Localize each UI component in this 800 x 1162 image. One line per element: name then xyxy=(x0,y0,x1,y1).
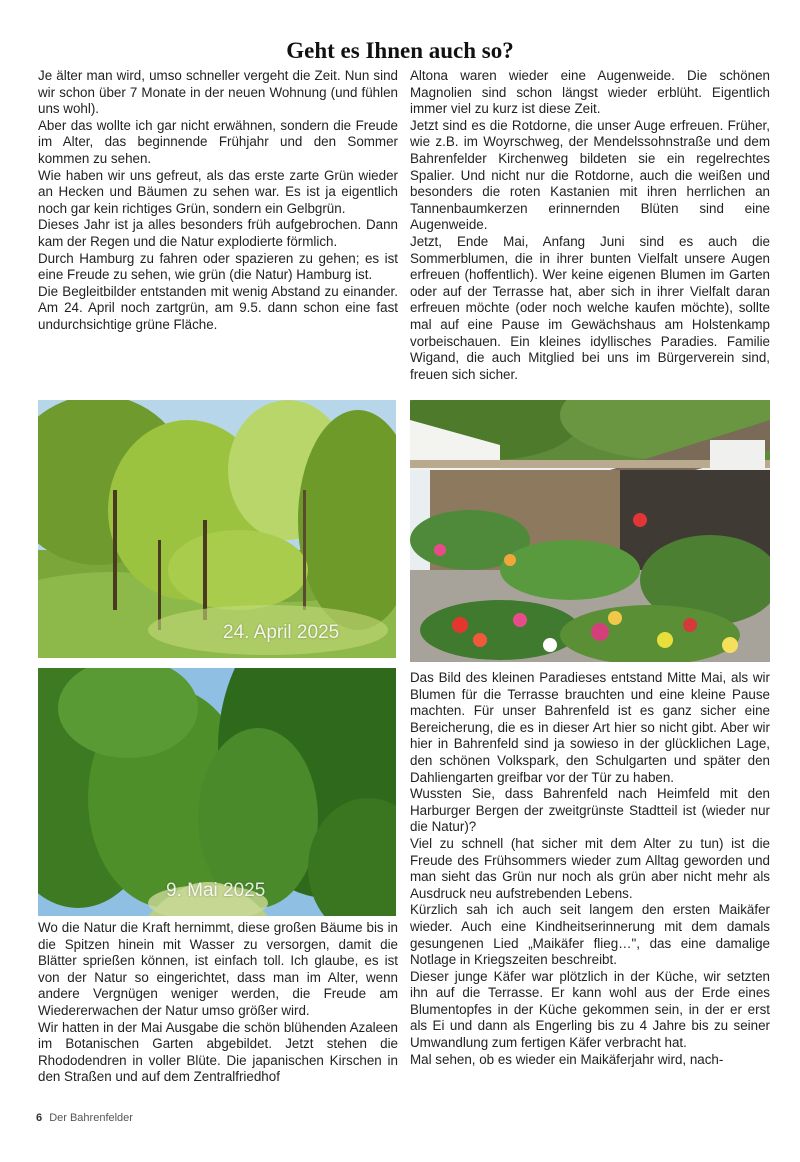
photo-april-trees xyxy=(38,400,396,658)
publication-name: Der Bahrenfelder xyxy=(49,1112,133,1124)
paragraph: Durch Hamburg zu fahren oder spazieren zu gehen; es ist eine Freude zu sehen, wie grün (die Natur) Hamburg ist. xyxy=(38,250,398,283)
paragraph: Aber das wollte ich gar nicht erwähnen, sondern die Freude im Alter, das beginnende Frühjahr und den Sommer kommen zu sehen. xyxy=(38,117,398,166)
paragraph: Wie haben wir uns gefreut, als das erste zarte Grün wieder an Hecken und Bäumen zu sehen war. Es ist ja eigentlich noch gar kein richtiges Grün, sondern ein Gelbgrün. xyxy=(38,167,398,216)
paragraph: Dieses Jahr ist ja alles besonders früh aufgebrochen. Dann kam der Regen und die Natur explodierte förmlich. xyxy=(38,217,398,249)
paragraph: Kürzlich sah ich auch seit langem den ersten Maikäfer wieder. Auch eine Kindheitserinnerung mit dem damals gesungenen Lied „Maikäfer flieg…", das eine damalige Notlage in Kriegszeiten beschreibt. xyxy=(410,902,770,968)
column-top-right xyxy=(410,68,770,383)
column-bottom-left xyxy=(38,920,398,1086)
paragraph: Wir hatten in der Mai Ausgabe die schön blühenden Azaleen im Botanischen Garten abgebildet. Jetzt stehen die Rhododendren in voller Blüte. Die japanischen Kirschen in den Straßen und auf dem Zentralfriedhof xyxy=(38,1019,398,1085)
paragraph: Jetzt sind es die Rotdorne, die unser Auge erfreuen. Früher, wie z.B. im Woyrschweg, der Mendelssohnstraße und dem Bahrenfelder Kirchenweg bildeten sie ein regelrechtes Spalier. Und nicht nur die Rotdorne, auch die weißen und besonders die roten Kastanien mit ihren herrlichen an Tannenbaumkerzen erinnernden Blüten sind eine Augenweide. xyxy=(410,117,770,233)
paragraph: Jetzt, Ende Mai, Anfang Juni sind es auch die Sommerblumen, die in ihrer bunten Vielfalt unsere Augen erfreuen (hoffentlich). Wer keine eigenen Blumen im Garten oder auf der Terrasse hat, aber sich in ihrer Vielfalt daran erfreuen möchte (oder noch welche kaufen möchte), sollte mal auf eine Pause im Gewächshaus am Holstenkamp vorbeischauen. Ein kleines idyllisches Paradies. Familie Wigand, die auch Mitglied bei uns im Bürgerverein sind, freuen sich sicher. xyxy=(410,233,770,382)
paragraph: Wussten Sie, dass Bahrenfeld nach Heimfeld mit den Harburger Bergen der zweitgrünste Stadtteil ist (wieder nur die Natur)? xyxy=(410,786,770,835)
column-bottom-right xyxy=(410,670,770,1068)
paragraph: Die Begleitbilder entstanden mit wenig Abstand zu einander. Am 24. April noch zartgrün, am 9.5. dann schon eine fast undurchsichtige grüne Fläche. xyxy=(38,283,398,332)
paragraph: Wo die Natur die Kraft hernimmt, diese großen Bäume bis in die Spitzen hinein mit Wasser zu versorgen, damit die Blätter sprießen können, ist einfach toll. Ich glaube, es ist von der Natur so eingerichtet, dass man im Alter, wenn andere Vergnügen weniger werden, die Freude am Wiedererwachen der Natur umso größer wird. xyxy=(38,920,398,1018)
paragraph: Mal sehen, ob es wieder ein Maikäferjahr wird, nach- xyxy=(410,1051,724,1067)
photo-may-trees xyxy=(38,668,396,916)
page-footer xyxy=(36,1112,133,1124)
page-number: 6 xyxy=(36,1112,43,1124)
paragraph: Altona waren wieder eine Augenweide. Die schönen Magnolien sind schon längst wieder erblüht. Eigentlich immer viel zu kurz ist diese Zeit. xyxy=(410,68,770,117)
paragraph: Viel zu schnell (hat sicher mit dem Alter zu tun) ist die Freude des Frühsommers wieder zum Alltag geworden und man sieht das Grün nur noch als grün aber nicht mehr als Ausdruck neu aufstrebenden Lebens. xyxy=(410,835,770,901)
photo-date-caption: 24. April 2025 xyxy=(223,622,340,643)
photo-date-caption: 9. Mai 2025 xyxy=(166,880,266,901)
paragraph: Dieser junge Käfer war plötzlich in der Küche, wir setzten ihn auf die Terrasse. Er kann wohl aus der Erde eines Blumentopfes in der Küche gekommen sein, in der er erst als Ei und dann als Engerling bis zu 4 Jahre bis zu seiner Umwandlung zum fertigen Käfer verbracht hat. xyxy=(410,968,770,1051)
paragraph: Das Bild des kleinen Paradieses entstand Mitte Mai, als wir Blumen für die Terrasse brauchten und eine kleine Pause machten. Für unser Bahrenfeld ist es ganz sicher eine Bereicherung, die es in dieser Art hier so nicht gibt. Aber wir hier in Bahrenfeld sind ja sowieso in der glücklichen Lage, den schönen Volkspark, den Schulgarten und später den Dahliengarten greifbar vor der Tür zu haben. xyxy=(410,670,770,785)
paragraph: Je älter man wird, umso schneller vergeht die Zeit. Nun sind wir schon über 7 Monate in der neuen Wohnung (und fühlen uns wohl). xyxy=(38,68,398,117)
photo-greenhouse-flowers xyxy=(410,400,770,662)
column-top-left xyxy=(38,68,398,334)
article-title: Geht es Ihnen auch so? xyxy=(286,38,514,63)
